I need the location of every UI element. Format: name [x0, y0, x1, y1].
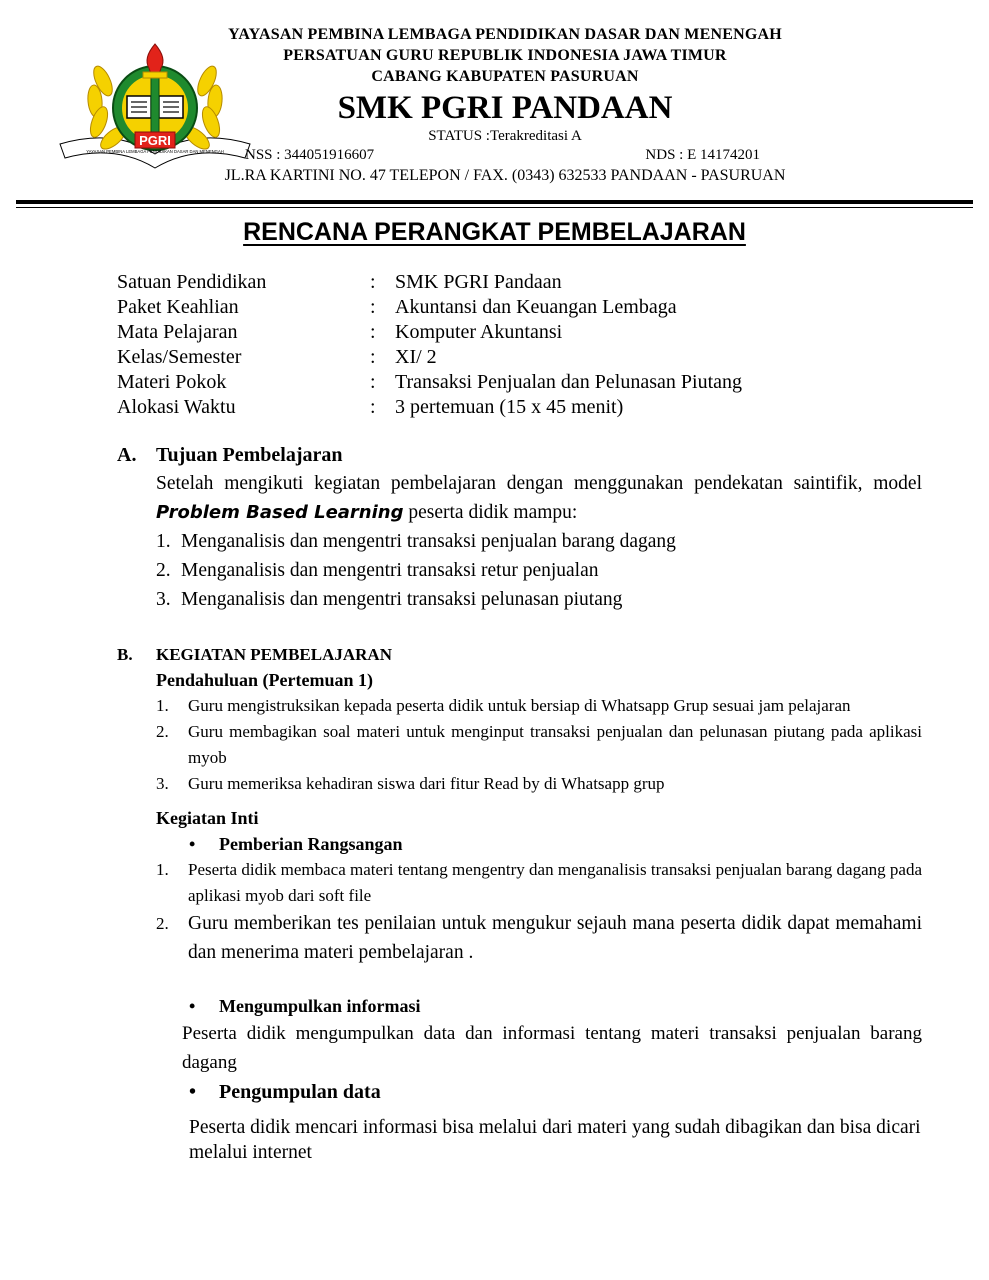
- list-item: [156, 693, 922, 719]
- list-text: Menganalisis dan mengentri transaksi pelunasan piutang: [181, 589, 623, 610]
- letterhead-line-3: CABANG KABUPATEN PASURUAN: [371, 68, 639, 85]
- letterhead-divider-thin: [16, 207, 973, 208]
- identity-colon: :: [370, 271, 376, 293]
- list-text: Menganalisis dan mengentri transaksi penjualan barang dagang: [181, 531, 676, 552]
- letterhead: [190, 24, 820, 187]
- list-item: [156, 719, 922, 771]
- identity-value: SMK PGRI Pandaan: [395, 271, 562, 293]
- identity-value: Komputer Akuntansi: [395, 321, 563, 343]
- bullet-text: Pemberian Rangsangan: [219, 834, 403, 854]
- school-name: SMK PGRI PANDAAN: [337, 90, 673, 126]
- identity-row: [117, 295, 917, 320]
- accreditation-status: STATUS :Terakreditasi A: [428, 128, 582, 144]
- nss-number: NSS : 344051916607: [245, 147, 375, 163]
- section-heading-text: KEGIATAN PEMBELAJARAN: [156, 645, 392, 664]
- list-item: [156, 909, 922, 967]
- section-letter: A.: [117, 444, 137, 466]
- identity-value: XI/ 2: [395, 346, 437, 368]
- identity-label: Materi Pokok: [117, 371, 227, 393]
- identity-colon: :: [370, 296, 376, 318]
- letterhead-line-1: YAYASAN PEMBINA LEMBAGA PENDIDIKAN DASAR DAN MENENGAH: [228, 26, 782, 43]
- list-text: Guru memberikan tes penilaian untuk mengukur sejauh mana peserta didik dapat memahami dan menerima materi pembelajaran .: [188, 913, 922, 963]
- bullet-item: [189, 1077, 922, 1107]
- list-text: Guru memeriksa kehadiran siswa dari fitur Read by di Whatsapp grup: [188, 774, 665, 793]
- list-item: [156, 771, 922, 797]
- paragraph: Peserta didik mengumpulkan data dan informasi tentang materi transaksi penjualan barang dagang: [182, 1023, 922, 1073]
- identity-row: [117, 320, 917, 345]
- list-number: 1.: [156, 531, 171, 552]
- school-address: JL.RA KARTINI NO. 47 TELEPON / FAX. (0343) 632533 PANDAAN - PASURUAN: [224, 167, 786, 184]
- list-text: Menganalisis dan mengentri transaksi retur penjualan: [181, 560, 599, 581]
- bullet-text: Pengumpulan data: [219, 1081, 381, 1103]
- identity-row: [117, 370, 917, 395]
- bullet-text: Mengumpulkan informasi: [219, 996, 421, 1016]
- identity-colon: :: [370, 321, 376, 343]
- list-text: Guru membagikan soal materi untuk menginput transaksi penjualan dan pelunasan piutang pada aplikasi myob: [188, 722, 922, 767]
- letterhead-divider-thick: [16, 200, 973, 204]
- section-letter: B.: [117, 645, 133, 664]
- identity-label: Alokasi Waktu: [117, 396, 236, 418]
- logo-ribbon-text: YAYASAN PEMBINA LEMBAGA PENDIDIKAN DASAR DAN MENENGAH: [86, 149, 224, 154]
- identity-table: [117, 270, 917, 420]
- list-item: [156, 556, 922, 585]
- list-text: Guru mengistruksikan kepada peserta didik untuk bersiap di Whatsapp Grup sesuai jam pelajaran: [188, 696, 851, 715]
- identity-colon: :: [370, 371, 376, 393]
- identity-value: 3 pertemuan (15 x 45 menit): [395, 396, 624, 418]
- objectives-intro: [156, 469, 922, 527]
- bullet-item: [189, 993, 922, 1019]
- intro-text: Setelah mengikuti kegiatan pembelajaran dengan menggunakan pendekatan saintifik, model: [156, 473, 922, 494]
- identity-label: Kelas/Semester: [117, 346, 242, 368]
- identity-row: [117, 345, 917, 370]
- identity-value: Transaksi Penjualan dan Pelunasan Piutang: [395, 371, 743, 393]
- school-ids: [190, 145, 820, 165]
- bullet-dot: •: [189, 996, 196, 1016]
- section-heading-text: Tujuan Pembelajaran: [156, 444, 343, 466]
- identity-colon: :: [370, 346, 376, 368]
- bullet-dot: •: [189, 834, 196, 854]
- intro-activity-heading: Pendahuluan (Pertemuan 1): [156, 670, 374, 690]
- intro-text-end: peserta didik mampu:: [403, 502, 578, 523]
- identity-row: [117, 270, 917, 295]
- identity-colon: :: [370, 396, 376, 418]
- identity-value: Akuntansi dan Keuangan Lembaga: [395, 296, 677, 318]
- identity-label: Paket Keahlian: [117, 296, 239, 318]
- list-number: 2.: [156, 722, 169, 741]
- identity-label: Mata Pelajaran: [117, 321, 238, 343]
- list-item: [156, 585, 922, 614]
- list-number: 2.: [156, 560, 171, 581]
- bullet-dot: •: [189, 1081, 197, 1103]
- section-learning-activities: [117, 643, 922, 1165]
- bullet-item: [189, 831, 922, 857]
- letterhead-line-2: PERSATUAN GURU REPUBLIK INDONESIA JAWA TIMUR: [283, 47, 727, 64]
- list-item: [156, 527, 922, 556]
- list-number: 3.: [156, 774, 169, 793]
- section-heading: [117, 441, 922, 469]
- list-number: 1.: [156, 860, 169, 879]
- core-activity-heading: Kegiatan Inti: [156, 808, 259, 828]
- list-item: [156, 857, 922, 909]
- list-text: Peserta didik membaca materi tentang mengentry dan menganalisis transaksi penjualan barang dagang pada aplikasi myob dari soft file: [188, 860, 922, 905]
- list-number: 3.: [156, 589, 171, 610]
- list-number: 2.: [156, 914, 169, 933]
- paragraph: Peserta didik mencari informasi bisa melalui dari materi yang sudah dibagikan dan bisa dicari melalui internet: [189, 1117, 921, 1163]
- logo-text: PGRI: [139, 133, 171, 148]
- document-title: RENCANA PERANGKAT PEMBELAJARAN: [243, 218, 746, 246]
- list-number: 1.: [156, 696, 169, 715]
- identity-label: Satuan Pendidikan: [117, 271, 267, 293]
- nds-number: NDS : E 14174201: [645, 147, 760, 163]
- intro-emphasis: Problem Based Learning: [156, 502, 404, 523]
- section-learning-objectives: [117, 441, 922, 614]
- section-heading: [117, 643, 922, 667]
- identity-row: [117, 395, 917, 420]
